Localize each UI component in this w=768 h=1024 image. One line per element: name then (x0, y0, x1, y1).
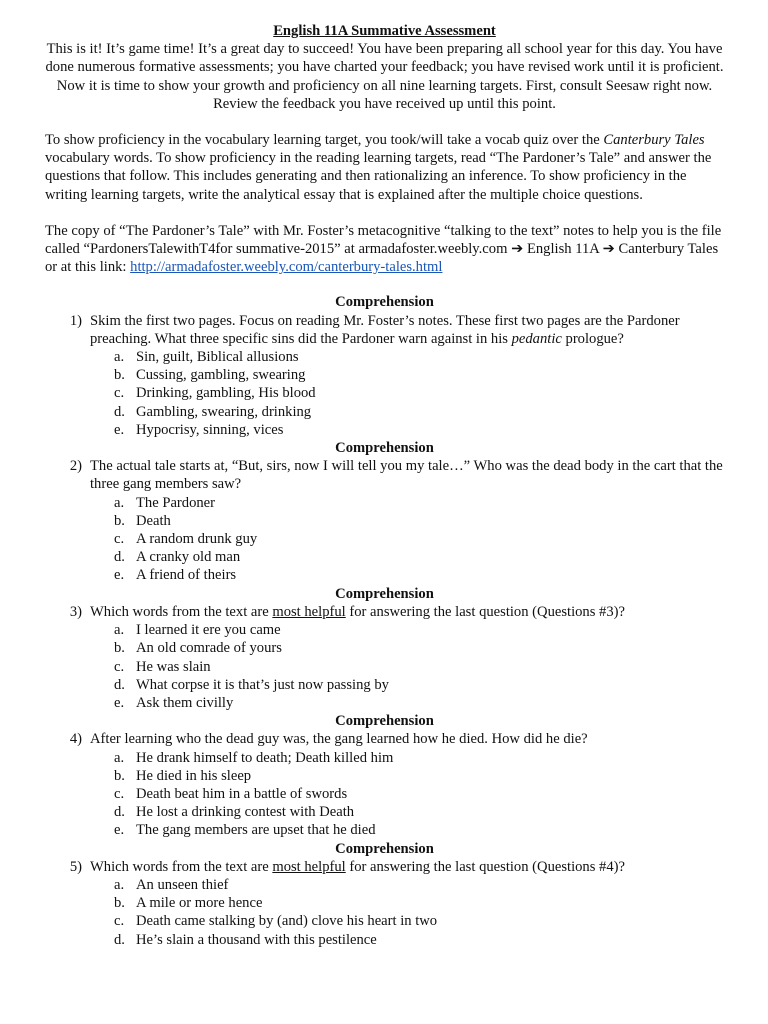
choice-item[interactable] (114, 694, 724, 712)
section-heading: Comprehension (335, 713, 434, 730)
choice-text: Gambling, swearing, drinking (136, 403, 312, 420)
question-number: 3) (69, 603, 82, 620)
question-text: After learning who the dead guy was, the gang learned how he died. How did he die? (90, 731, 588, 748)
choice-item[interactable] (114, 512, 724, 530)
choice-text: Cussing, gambling, swearing (136, 367, 306, 384)
choice-text: He’s slain a thousand with this pestilence (136, 931, 377, 948)
question-text (90, 312, 724, 348)
question-text (90, 603, 724, 621)
intro-paragraph: This is it! It’s game time! It’s a great day to succeed! You have been preparing all school year for this day. You have done numerous formative assessments; you have charted your feedback; you have revised work until it is proficient. Now it is time to show your growth and proficiency on all nine learning targets. First, consult Seesaw right now. Review the feedback you have received up until this point. (45, 41, 724, 112)
question-italic-word: pedantic (511, 330, 562, 347)
choice-text: The gang members are upset that he died (136, 822, 376, 839)
choice-letter: a. (114, 622, 125, 639)
choice-letter: d. (114, 804, 125, 821)
choice-text: He drank himself to death; Death killed him (136, 749, 394, 766)
choice-letter: a. (114, 749, 125, 766)
choice-item[interactable] (114, 821, 724, 839)
choice-item[interactable] (114, 658, 724, 676)
choice-item[interactable] (114, 749, 724, 767)
question-text-part: prologue? (561, 330, 624, 347)
choice-text: A random drunk guy (136, 531, 258, 548)
choice-list (45, 348, 724, 439)
choice-letter: d. (114, 403, 125, 420)
question-text-part: Which words from the text are (90, 858, 273, 875)
question-text: The actual tale starts at, “But, sirs, now I will tell you my tale…” Who was the dead body in the cart that the three gang members saw? (90, 458, 723, 493)
choice-item[interactable] (114, 403, 724, 421)
choice-text: What corpse it is that’s just now passing by (136, 676, 389, 693)
section-heading: Comprehension (335, 585, 434, 602)
choice-item[interactable] (114, 548, 724, 566)
para3-text: The copy of “The Pardoner’s Tale” with Mr. Foster’s metacognitive “talking to the text” notes to help you is the file called “PardonersTalewithT4for summative-2015” at armadafoster.weebly.com ➔ English 11A ➔ Canterbury Tales or at this link: (45, 222, 722, 276)
choice-letter: b. (114, 640, 125, 657)
section-heading: Comprehension (335, 440, 434, 457)
question-number: 4) (69, 731, 82, 748)
choice-letter: c. (114, 785, 125, 802)
choice-text: The Pardoner (136, 494, 216, 511)
question-number: 5) (69, 858, 82, 875)
page-title: English 11A Summative Assessment (273, 23, 496, 39)
question-underlined-phrase: most helpful (272, 603, 346, 620)
choice-text: He died in his sleep (136, 767, 252, 784)
choice-text: An unseen thief (136, 876, 229, 893)
question-3 (45, 603, 724, 621)
choice-letter: d. (114, 549, 125, 566)
choice-letter: a. (114, 349, 125, 366)
choice-letter: a. (114, 494, 125, 511)
canterbury-tales-link[interactable]: http://armadafoster.weebly.com/canterbury-tales.html (130, 259, 443, 276)
choice-item[interactable] (114, 803, 724, 821)
para2-text-1: To show proficiency in the vocabulary learning target, you took/will take a vocab quiz over the (45, 132, 604, 149)
choice-text: Death beat him in a battle of swords (136, 785, 348, 802)
choice-text: He lost a drinking contest with Death (136, 804, 355, 821)
question-number: 1) (69, 312, 82, 329)
instructions-paragraph (45, 131, 724, 204)
choice-text: Hypocrisy, sinning, vices (136, 421, 284, 438)
choice-text: He was slain (136, 658, 211, 675)
para2-text-2: vocabulary words. To show proficiency in the reading learning targets, read “The Pardoner’s Tale” and answer the questions that follow. This includes generating and then rationalizing an inference. To show proficiency in the writing learning targets, write the analytical essay that is explained after the multiple choice questions. (45, 150, 712, 203)
choice-item[interactable] (114, 894, 724, 912)
para2-italic-title: Canterbury Tales (603, 132, 705, 149)
choice-item[interactable] (114, 366, 724, 384)
question-text-part: for answering the last question (Questions #4)? (345, 858, 625, 875)
section-heading: Comprehension (335, 294, 434, 311)
question-underlined-phrase: most helpful (272, 858, 346, 875)
question-2 (45, 457, 724, 493)
choice-letter: d. (114, 676, 125, 693)
choice-letter: e. (114, 822, 125, 839)
question-1 (45, 312, 724, 348)
choice-text: Sin, guilt, Biblical allusions (136, 349, 299, 366)
choice-item[interactable] (114, 912, 724, 930)
choice-list (45, 749, 724, 840)
choice-item[interactable] (114, 530, 724, 548)
question-text-part: Skim the first two pages. Focus on reading Mr. Foster’s notes. These first two pages are the Pardoner preaching. What three specific sins did the Pardoner warn against in his (90, 312, 680, 347)
question-number: 2) (69, 458, 82, 475)
choice-letter: b. (114, 367, 125, 384)
choice-text: Drinking, gambling, His blood (136, 385, 316, 402)
choice-item[interactable] (114, 639, 724, 657)
choice-item[interactable] (114, 785, 724, 803)
choice-letter: c. (114, 531, 125, 548)
choice-item[interactable] (114, 421, 724, 439)
choice-item[interactable] (114, 566, 724, 584)
choice-text: A mile or more hence (136, 895, 263, 912)
choice-letter: e. (114, 421, 125, 438)
question-text-part: for answering the last question (Questions #3)? (345, 603, 625, 620)
choice-letter: e. (114, 694, 125, 711)
choice-list (45, 494, 724, 585)
choice-list (45, 621, 724, 712)
question-4 (45, 730, 724, 748)
choice-text: Ask them civilly (136, 694, 234, 711)
question-text-part: Which words from the text are (90, 603, 273, 620)
choice-letter: b. (114, 767, 125, 784)
choice-letter: b. (114, 512, 125, 529)
choice-item[interactable] (114, 348, 724, 366)
choice-item[interactable] (114, 676, 724, 694)
choice-letter: b. (114, 895, 125, 912)
choice-item[interactable] (114, 876, 724, 894)
choice-text: A cranky old man (136, 549, 241, 566)
choice-letter: e. (114, 567, 125, 584)
choice-text: An old comrade of yours (136, 640, 282, 657)
choice-text: Death (136, 512, 171, 529)
choice-letter: c. (114, 913, 125, 930)
choice-item[interactable] (114, 494, 724, 512)
choice-item[interactable] (114, 621, 724, 639)
choice-letter: c. (114, 385, 125, 402)
question-5 (45, 858, 724, 876)
section-heading: Comprehension (335, 840, 434, 857)
choice-text: A friend of theirs (136, 567, 237, 584)
choice-text: Death came stalking by (and) clove his heart in two (136, 913, 438, 930)
choice-item[interactable] (114, 384, 724, 402)
choice-item[interactable] (114, 767, 724, 785)
choice-list (45, 876, 724, 949)
choice-letter: a. (114, 876, 125, 893)
choice-item[interactable] (114, 931, 724, 949)
resource-paragraph (45, 222, 724, 277)
choice-text: I learned it ere you came (136, 622, 281, 639)
choice-letter: d. (114, 931, 125, 948)
question-text (90, 858, 724, 876)
choice-letter: c. (114, 658, 125, 675)
